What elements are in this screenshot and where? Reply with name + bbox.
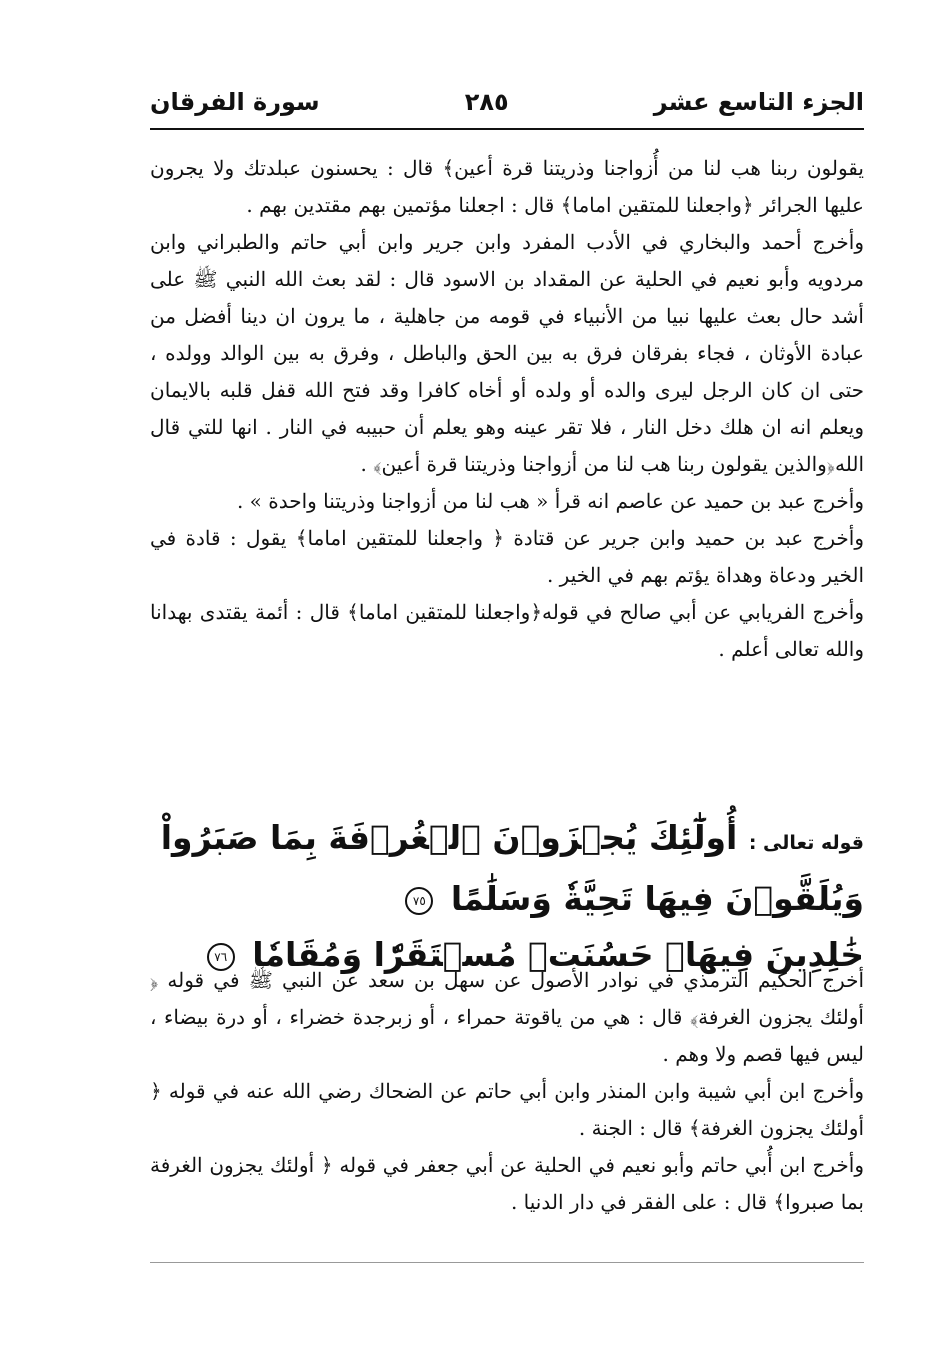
footer-rule (150, 1262, 864, 1263)
ayah-number-mark: ٧٦ (207, 943, 235, 971)
part-title: الجزء التاسع عشر (653, 88, 864, 116)
verse-text-2: خَٰلِدِينَ فِيهَاۚ حَسُنَتۡ مُسۡتَقَرّٗا وَمُقَامٗا (252, 935, 864, 974)
main-text (150, 150, 864, 668)
verse-text-1: أُولَٰٓئِكَ يُجۡزَوۡنَ ٱلۡغُرۡفَةَ بِمَا صَبَرُواْ وَيُلَقَّوۡنَ فِيهَا تَحِيَّةٗ وَسَلَٰمًا (160, 818, 864, 918)
running-header (150, 82, 864, 122)
page-number: ٢٨٥ (464, 88, 509, 116)
paragraph: وأخرج ابن أُبي حاتم وأبو نعيم في الحلية عن أبي جعفر في قوله ﴿ أولئك يجزون الغرفة بما صبروا﴾ قال : على الفقر في دار الدنيا . (150, 1153, 864, 1214)
paragraph: وأخرج ابن أبي شيبة وابن المنذر وابن أبي حاتم عن الضحاك رضي الله عنه في قوله ﴿ أولئك يجزون الغرفة﴾ قال : الجنة . (150, 1079, 864, 1140)
paragraph: وأخرج الفريابي عن أبي صالح في قوله﴿واجعلنا للمتقين اماما﴾ قال : أئمة يقتدى بهدانا والله تعالى أعلم . (150, 600, 864, 661)
ayah-number-mark: ٧٥ (405, 887, 433, 915)
paragraph: وأخرج أحمد والبخاري في الأدب المفرد وابن جرير وابن أبي حاتم والطبراني وابن مردويه وأبو نعيم في الحلية عن المقداد بن الاسود قال : لقد بعث الله النبي ﷺ على أشد حال بعث عليها نبيا من الأنبياء في قومه من جاهلية ، ما يرون ان دينا أفضل من عبادة الأوثان ، فجاء بفرقان فرق به بين الحق والباطل ، وفرق به بين الوالد وولده ، حتى ان كان الرجل ليرى والده أو ولده أو أخاه كافرا وقد فتح الله قفل قلبه بالايمان ويعلم انه ان هلك دخل النار ، فلا تقر عينه وهو يعلم أن حبيبه في النار . انها للتي قال الله﴿والذين يقولون ربنا هب لنا من أزواجنا وذريتنا قرة أعين﴾ . (150, 230, 864, 476)
quran-verse-block (150, 810, 864, 983)
header-rule (150, 128, 864, 130)
surah-title: سورة الفرقان (150, 88, 320, 116)
verse-line-1 (150, 810, 864, 927)
paragraph: وأخرج عبد بن حميد عن عاصم انه قرأ « هب لنا من أزواجنا وذريتنا واحدة » . (236, 489, 864, 513)
paragraph: وأخرج عبد بن حميد وابن جرير عن قتادة ﴿ واجعلنا للمتقين اماما﴾ يقول : قادة في الخير ودعاة وهداة يؤتم بهم في الخير . (150, 526, 864, 587)
paragraph: يقولون ربنا هب لنا من أُزواجنا وذريتنا قرة أعين﴾ قال : يحسنون عبلدتك ولا يجرون عليها الجرائر ﴿واجعلنا للمتقين اماما﴾ قال : اجعلنا مؤتمين بهم مقتدين بهم . (150, 156, 864, 217)
paragraph: أخرج الحكيم الترمذي في نوادر الأصول عن سهل بن سعد عن النبي ﷺ في قوله ﴿ أولئك يجزون الغرفة﴾ قال : هي من ياقوتة حمراء ، أو زبرجدة خضراء ، أو درة بيضاء ، ليس فيها قصم ولا وهم . (150, 968, 864, 1066)
verse-intro: قوله تعالى : (748, 832, 864, 854)
commentary-text (150, 962, 864, 1221)
